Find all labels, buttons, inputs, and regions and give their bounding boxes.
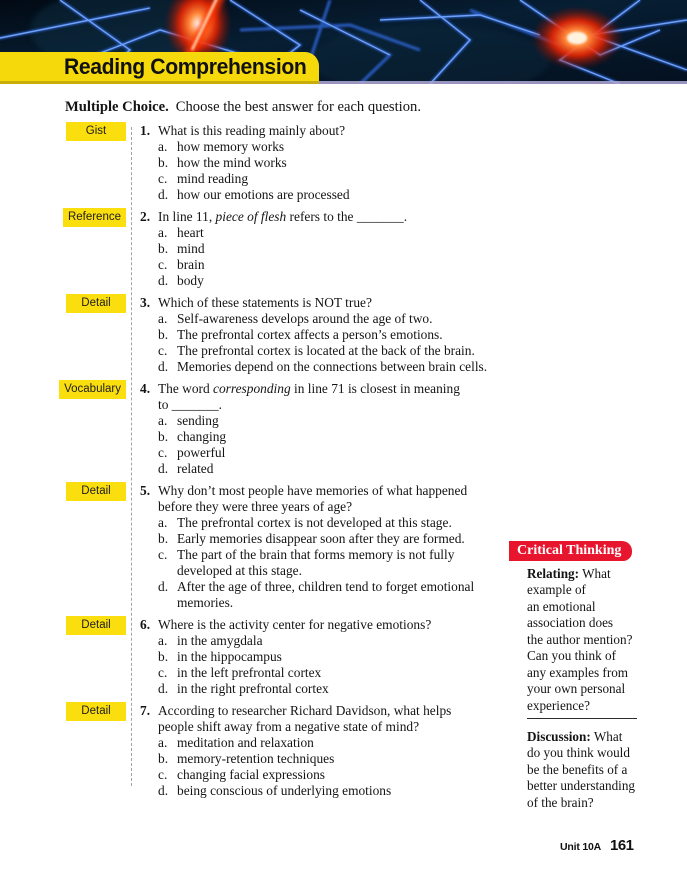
option-letter: a. <box>158 735 168 750</box>
question-number: 3. <box>140 295 151 310</box>
option-text: Memories depend on the connections between brain cells. <box>177 359 488 374</box>
critical-thinking-badge: Critical Thinking <box>509 541 632 561</box>
question-number: 7. <box>140 703 151 718</box>
text-segment: According to researcher Richard Davidson, what helps <box>158 703 452 718</box>
option-text: being conscious of underlying emotions <box>177 783 392 798</box>
question-stem-line <box>140 123 520 139</box>
answer-option <box>158 257 520 273</box>
option-text: related <box>177 461 214 476</box>
option-text: memory-retention techniques <box>177 751 335 766</box>
answer-option <box>158 429 520 445</box>
text-segment: refers to the _______. <box>286 209 408 224</box>
question-stem-line <box>140 483 520 499</box>
text-segment: better understanding <box>527 778 636 794</box>
question-stem-line <box>158 719 520 735</box>
option-text: The prefrontal cortex is not developed at this stage. <box>177 515 452 530</box>
text-segment: example of <box>527 582 586 598</box>
question-type-label: Detail <box>66 294 126 313</box>
text-segment: your own personal <box>527 681 626 697</box>
option-letter: b. <box>158 429 169 444</box>
instructions-heading-text: Choose the best answer for each question. <box>175 99 421 115</box>
question-stem-line <box>140 381 520 397</box>
discussion-prompt <box>527 729 687 811</box>
discussion-line <box>527 745 687 761</box>
option-text-continued: memories. <box>177 595 234 610</box>
question-type-label: Detail <box>66 616 126 635</box>
text-segment: an emotional <box>527 598 596 614</box>
question-number: 1. <box>140 123 151 138</box>
text-segment: people shift away from a negative state of mind? <box>158 719 420 734</box>
option-text: changing facial expressions <box>177 767 325 782</box>
answer-option <box>158 343 520 359</box>
question-number: 2. <box>140 209 151 224</box>
text-segment: Discussion: <box>527 729 591 744</box>
option-text: in the amygdala <box>177 633 263 648</box>
option-letter: c. <box>158 445 168 460</box>
text-segment: Where is the activity center for negative emotions? <box>158 617 432 632</box>
answer-option <box>158 735 520 751</box>
option-text: The prefrontal cortex is located at the back of the brain. <box>177 343 475 358</box>
option-text: The prefrontal cortex affects a person’s emotions. <box>177 327 443 342</box>
text-segment: any examples from <box>527 664 629 680</box>
question-stem-line <box>140 703 520 719</box>
text-segment: What <box>590 729 623 744</box>
option-text: The part of the brain that forms memory is not fully <box>177 547 455 562</box>
discussion-line <box>527 795 687 811</box>
answer-option <box>158 751 520 767</box>
answer-option <box>158 649 520 665</box>
option-letter: a. <box>158 311 168 326</box>
answer-option <box>158 531 520 547</box>
option-text: body <box>177 273 204 288</box>
option-letter: c. <box>158 665 168 680</box>
option-letter: a. <box>158 139 168 154</box>
answer-option <box>158 241 520 257</box>
question-type-label: Detail <box>66 702 126 721</box>
text-segment: to _______. <box>158 397 222 412</box>
question-stem-line <box>158 397 520 413</box>
question-stem-line <box>140 617 520 633</box>
answer-option <box>158 359 520 375</box>
relating-line <box>527 665 687 681</box>
question-stem-line <box>140 295 520 311</box>
answer-option <box>158 445 520 461</box>
option-letter: d. <box>158 579 169 594</box>
relating-line <box>527 648 687 664</box>
instructions-heading <box>65 99 421 116</box>
answer-option <box>158 515 520 531</box>
question-margin-rule <box>131 127 132 786</box>
text-segment: the author mention? <box>527 631 633 647</box>
text-segment: The word <box>158 381 214 396</box>
option-letter: c. <box>158 343 168 358</box>
text-segment: before they were three years of age? <box>158 499 353 514</box>
answer-option <box>158 155 520 171</box>
option-letter: d. <box>158 187 169 202</box>
text-segment: in line 71 is closest in meaning <box>290 381 460 396</box>
option-letter: a. <box>158 413 168 428</box>
option-text: in the right prefrontal cortex <box>177 681 329 696</box>
question-block <box>67 209 520 289</box>
answer-option <box>158 139 520 155</box>
question-stem-line <box>158 499 520 515</box>
option-text: powerful <box>177 445 226 460</box>
relating-line <box>527 599 687 615</box>
page-footer <box>560 837 634 854</box>
option-letter: d. <box>158 681 169 696</box>
text-segment: Relating: <box>527 566 580 581</box>
answer-option <box>158 311 520 327</box>
option-text: meditation and relaxation <box>177 735 314 750</box>
option-text: heart <box>177 225 204 240</box>
question-type-label: Vocabulary <box>59 380 126 399</box>
discussion-line <box>527 778 687 794</box>
relating-line <box>527 681 687 697</box>
option-letter: d. <box>158 273 169 288</box>
option-letter: a. <box>158 515 168 530</box>
option-text: how the mind works <box>177 155 287 170</box>
text-segment: be the benefits of a <box>527 761 628 777</box>
text-segment: corresponding <box>213 381 291 396</box>
page-title: Reading Comprehension <box>64 54 307 79</box>
option-letter: d. <box>158 359 169 374</box>
question-block <box>85 123 520 203</box>
sidebar-divider <box>527 718 637 719</box>
relating-prompt <box>527 566 687 714</box>
answer-option <box>158 579 520 595</box>
relating-line <box>527 632 687 648</box>
option-letter: b. <box>158 531 169 546</box>
relating-line <box>527 582 687 598</box>
answer-option <box>158 783 520 799</box>
questions-list <box>64 123 520 805</box>
option-text: Early memories disappear soon after they are formed. <box>177 531 465 546</box>
text-segment: do you think would <box>527 745 630 761</box>
question-stem-line <box>140 209 520 225</box>
relating-line <box>527 566 687 582</box>
option-text: mind reading <box>177 171 249 186</box>
option-letter: b. <box>158 327 169 342</box>
option-letter: a. <box>158 225 168 240</box>
text-segment: Which of these statements is NOT true? <box>158 295 372 310</box>
answer-option <box>158 187 520 203</box>
question-block <box>81 295 520 375</box>
question-type-label: Reference <box>63 208 126 227</box>
option-letter: b. <box>158 649 169 664</box>
option-text: After the age of three, children tend to forget emotional <box>177 579 475 594</box>
answer-option <box>158 681 520 697</box>
discussion-line <box>527 762 687 778</box>
text-segment: piece of flesh <box>215 209 287 224</box>
question-block <box>81 703 520 799</box>
question-number: 6. <box>140 617 151 632</box>
answer-option <box>158 547 520 563</box>
text-segment: What <box>579 566 611 581</box>
relating-line <box>527 615 687 631</box>
page-number: 161 <box>610 837 634 854</box>
text-segment: experience? <box>527 697 590 713</box>
discussion-line <box>527 729 687 745</box>
option-letter: d. <box>158 783 169 798</box>
option-text: Self-awareness develops around the age of two. <box>177 311 433 326</box>
question-block <box>64 381 520 477</box>
section-banner <box>0 52 319 84</box>
question-block <box>81 483 520 611</box>
option-letter: b. <box>158 241 169 256</box>
option-letter: c. <box>158 767 168 782</box>
option-text: mind <box>177 241 205 256</box>
option-letter: b. <box>158 751 169 766</box>
instructions-heading-bold: Multiple Choice. <box>65 99 169 115</box>
text-segment: of the brain? <box>527 794 594 810</box>
question-number: 4. <box>140 381 151 396</box>
answer-option <box>158 461 520 477</box>
unit-label: Unit 10A <box>560 841 601 853</box>
answer-option <box>158 171 520 187</box>
option-letter: d. <box>158 461 169 476</box>
option-letter: b. <box>158 155 169 170</box>
option-text-continued: developed at this stage. <box>177 563 302 578</box>
question-type-label: Gist <box>66 122 126 141</box>
option-letter: c. <box>158 257 168 272</box>
option-letter: c. <box>158 171 168 186</box>
option-letter: c. <box>158 547 168 562</box>
text-segment: Why don’t most people have memories of what happened <box>158 483 468 498</box>
text-segment: association does <box>527 615 614 631</box>
answer-option <box>158 665 520 681</box>
question-block <box>81 617 520 697</box>
option-text: sending <box>177 413 219 428</box>
text-segment: Can you think of <box>527 648 617 664</box>
option-letter: a. <box>158 633 168 648</box>
question-number: 5. <box>140 483 151 498</box>
answer-option <box>158 273 520 289</box>
option-text: how memory works <box>177 139 285 154</box>
option-text: in the hippocampus <box>177 649 282 664</box>
answer-option <box>158 327 520 343</box>
relating-line <box>527 698 687 714</box>
option-text: brain <box>177 257 205 272</box>
answer-option <box>158 633 520 649</box>
text-segment: In line 11, <box>158 209 216 224</box>
answer-option <box>158 225 520 241</box>
answer-option <box>158 413 520 429</box>
option-text: changing <box>177 429 227 444</box>
text-segment: What is this reading mainly about? <box>158 123 346 138</box>
option-text: in the left prefrontal cortex <box>177 665 322 680</box>
option-text: how our emotions are processed <box>177 187 350 202</box>
question-type-label: Detail <box>66 482 126 501</box>
answer-option <box>158 767 520 783</box>
